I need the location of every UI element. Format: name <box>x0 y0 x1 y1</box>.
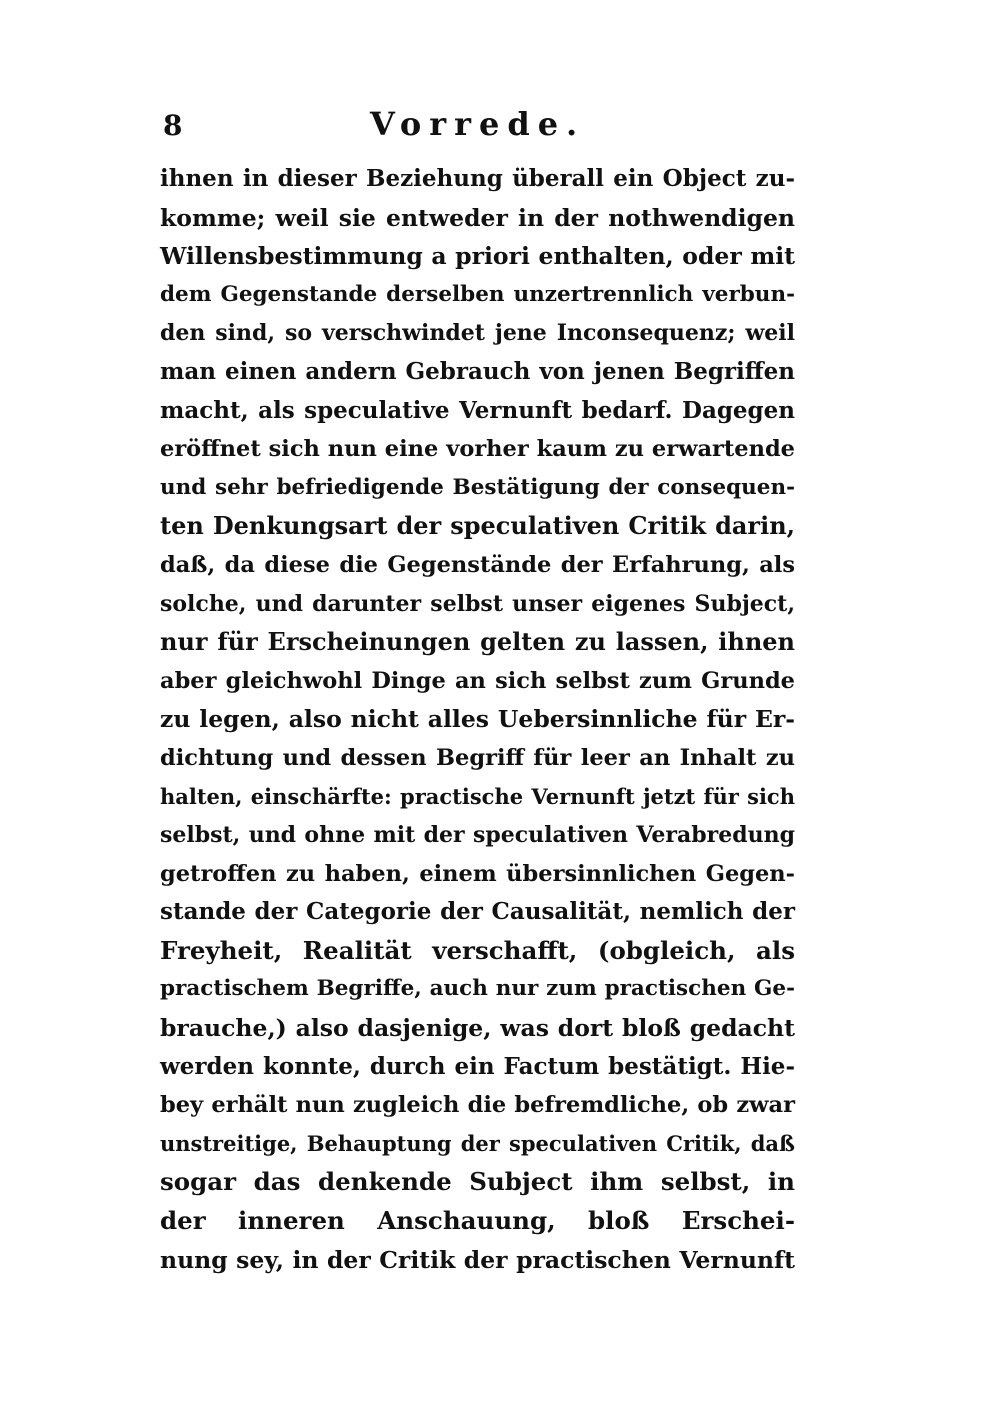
text-line: stande der Categorie der Causalität, nemlich der <box>160 898 795 926</box>
text-line: getroffen zu haben, einem übersinnlichen Gegen- <box>160 860 795 887</box>
text-line: zu legen, also nicht alles Uebersinnliche für Er- <box>160 705 795 734</box>
text-line: solche, und darunter selbst unser eigenes Subject, <box>160 590 795 617</box>
text-line: bey erhält nun zugleich die befremdliche, ob zwar <box>160 1092 795 1119</box>
text-line: den sind, so verschwindet jene Inconsequenz; weil <box>160 320 795 347</box>
text-line: practischem Begriffe, auch nur zum practischen Ge- <box>160 976 795 1002</box>
text-line: nung sey, in der Critik der practischen Vernunft <box>160 1245 795 1274</box>
running-head: Vorrede. <box>370 105 586 143</box>
text-line: selbst, und ohne mit der speculativen Verabredung <box>160 822 795 849</box>
text-line: ihnen in dieser Beziehung überall ein Object zu- <box>160 165 795 192</box>
text-line: Freyheit, Realität verschafft, (obgleich, als <box>160 935 795 965</box>
text-line: daß, da diese die Gegenstände der Erfahrung, als <box>160 551 795 578</box>
text-line: dem Gegenstande derselben unzertrennlich verbun- <box>160 281 795 307</box>
text-line: und sehr befriedigende Bestätigung der consequen- <box>160 474 795 500</box>
text-line: der inneren Anschauung, bloß Erschei- <box>160 1206 795 1236</box>
text-line: komme; weil sie entweder in der nothwendigen <box>160 203 795 232</box>
text-line: brauche,) also dasjenige, was dort bloß gedacht <box>160 1014 795 1043</box>
text-line: ten Denkungsart der speculativen Critik darin, <box>160 511 795 541</box>
text-line: dichtung und dessen Begriff für leer an Inhalt zu <box>160 744 795 771</box>
text-line: halten, einschärfte: practische Vernunft jetzt für sich <box>160 783 795 809</box>
text-line: man einen andern Gebrauch von jenen Begriffen <box>160 357 795 385</box>
text-line: sogar das denkende Subject ihm selbst, in <box>160 1167 795 1197</box>
text-line: aber gleichwohl Dinge an sich selbst zum Grunde <box>160 667 795 694</box>
page-number: 8 <box>163 109 183 142</box>
text-line: unstreitige, Behauptung der speculativen Critik, daß <box>160 1130 795 1156</box>
text-line: macht, als speculative Vernunft bedarf. Dagegen <box>160 396 795 424</box>
body-text <box>160 160 795 1279</box>
text-line: Willensbestimmung a priori enthalten, oder mit <box>160 242 795 271</box>
text-line: eröffnet sich nun eine vorher kaum zu erwartende <box>160 436 795 463</box>
text-line: werden konnte, durch ein Factum bestätigt. Hie- <box>160 1052 795 1080</box>
text-line: nur für Erscheinungen gelten zu lassen, ihnen <box>160 627 795 657</box>
